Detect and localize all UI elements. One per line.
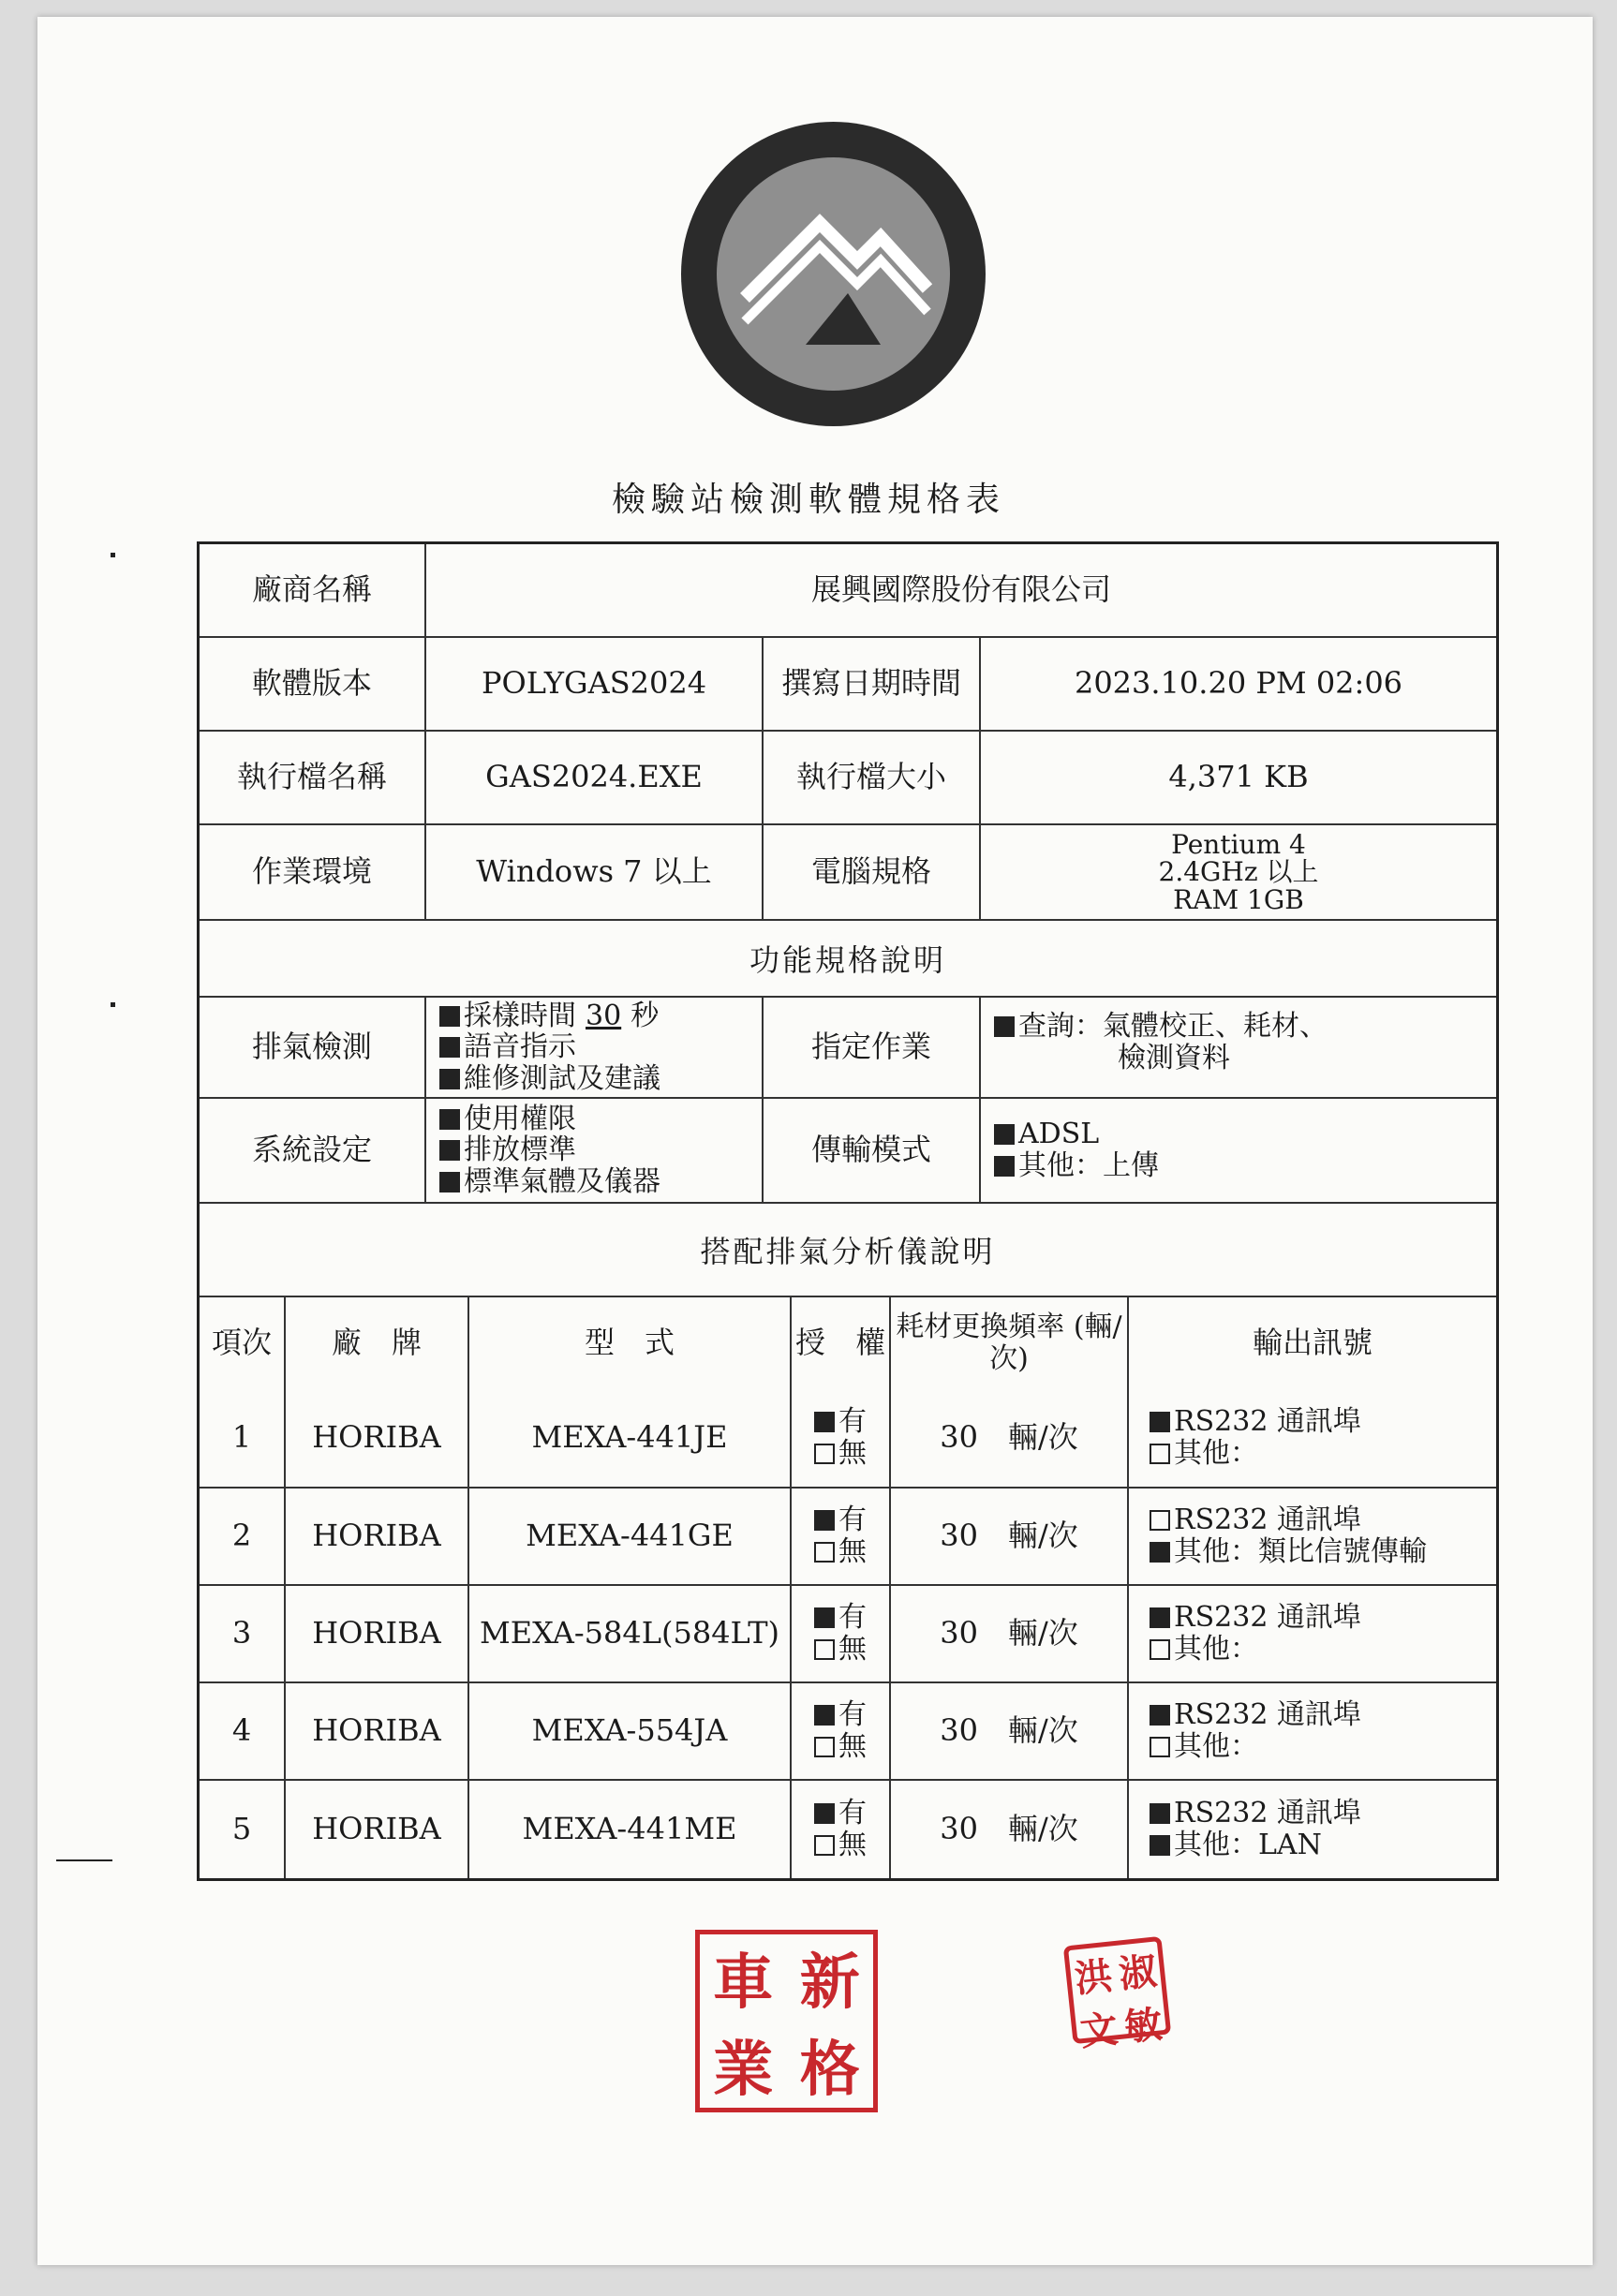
row-output: RS232 通訊埠 其他： [1127,1389,1496,1487]
row-freq: 30 輛/次 [889,1781,1127,1878]
vendor-value: 展興國際股份有限公司 [424,544,1496,636]
sample-time-value: 30 [586,999,622,1032]
transfer-label: 傳輸模式 [762,1099,979,1202]
checkbox-checked [1150,1542,1170,1563]
function-section-header [200,919,1496,996]
row-auth: 有 無 [790,1489,889,1584]
checkbox-checked [814,1510,835,1531]
checkbox-unchecked [814,1444,835,1464]
spec-table [197,541,1499,1881]
system-row [200,1097,1496,1202]
checkbox-checked [994,1156,1015,1177]
checkbox-checked [1150,1705,1170,1726]
row-model: MEXA-584L(584LT) [467,1586,790,1681]
row-output: RS232 通訊埠 其他： [1127,1586,1496,1681]
row-model: MEXA-554JA [467,1683,790,1779]
row-brand: HORIBA [284,1683,467,1779]
checkbox-unchecked [814,1835,835,1856]
col-freq-header: 耗材更換頻率 (輛/次) [889,1297,1127,1389]
assigned-label: 指定作業 [762,998,979,1097]
checkbox-checked [439,1109,460,1130]
row-model: MEXA-441JE [467,1389,790,1487]
exe-name-label: 執行檔名稱 [236,759,387,795]
checkbox-unchecked [1150,1737,1170,1757]
checkbox-checked [439,1140,460,1161]
table-row [200,1779,1496,1878]
checkbox-checked [814,1607,835,1628]
exhaust-options [424,998,762,1097]
margin-mark [56,1859,112,1861]
checkbox-checked [1150,1412,1170,1432]
checkbox-unchecked [1150,1444,1170,1464]
row-freq: 30 輛/次 [889,1683,1127,1779]
row-model: MEXA-441ME [467,1781,790,1878]
checkbox-checked [1150,1607,1170,1628]
checkbox-checked [814,1412,835,1432]
transfer-options: ADSL 其他：上傳 [979,1099,1496,1202]
exe-name-value: GAS2024.EXE [424,732,762,823]
version-row [200,636,1496,730]
checkbox-unchecked [814,1639,835,1660]
col-output-header: 輸出訊號 [1127,1297,1496,1389]
row-no: 3 [231,1615,252,1652]
row-output: RS232 通訊埠 其他：LAN [1127,1781,1496,1878]
checkbox-checked [814,1705,835,1726]
os-label: 作業環境 [251,853,372,890]
row-freq: 30 輛/次 [889,1586,1127,1681]
checkbox-checked [994,1016,1015,1037]
col-auth-header: 授 權 [790,1297,889,1389]
col-no-header: 項次 [211,1325,272,1361]
row-brand: HORIBA [284,1586,467,1681]
checkbox-unchecked [1150,1639,1170,1660]
page-title: 檢驗站檢測軟體規格表 [611,481,1005,519]
row-brand: HORIBA [284,1489,467,1584]
checkbox-unchecked [1150,1510,1170,1531]
row-brand: HORIBA [284,1389,467,1487]
assigned-value: 查詢：氣體校正、耗材、 檢測資料 [979,998,1496,1097]
row-auth: 有 無 [790,1586,889,1681]
pc-cpu: Pentium 4 [1171,828,1306,860]
env-row [200,823,1496,919]
row-auth: 有 無 [790,1683,889,1779]
checkbox-checked [814,1803,835,1824]
checkbox-checked [994,1124,1015,1145]
exe-row [200,730,1496,823]
vendor-label: 廠商名稱 [251,571,372,608]
system-label: 系統設定 [251,1132,372,1168]
row-output: RS232 通訊埠 其他：類比信號傳輸 [1127,1489,1496,1584]
table-row [200,1681,1496,1779]
version-value: POLYGAS2024 [424,638,762,730]
row-output: RS232 通訊埠 其他： [1127,1683,1496,1779]
exe-size-label: 執行檔大小 [762,732,979,823]
row-no: 4 [231,1712,252,1749]
row-model: MEXA-441GE [467,1489,790,1584]
exhaust-row [200,996,1496,1097]
col-model-header: 型 式 [467,1297,790,1389]
row-freq: 30 輛/次 [889,1389,1127,1487]
pc-spec [979,825,1496,919]
pc-label: 電腦規格 [762,825,979,919]
repair-option: 維修測試及建議 [439,1063,660,1095]
row-no: 2 [231,1518,252,1554]
margin-mark [111,553,115,557]
pc-clock: 2.4GHz 以上 [1158,856,1319,888]
exe-size-value: 4,371 KB [979,732,1496,823]
row-auth: 有 無 [790,1781,889,1878]
checkbox-checked [439,1037,460,1058]
exhaust-label: 排氣檢測 [251,1029,372,1065]
sample-time-option: 採樣時間 30 秒 [439,1000,659,1032]
margin-mark [111,1002,115,1007]
row-auth: 有 無 [790,1389,889,1487]
os-value: Windows 7 以上 [424,825,762,919]
personal-seal: 洪 淑 文 敏 [1063,1936,1171,2044]
analyzer-section-header [200,1202,1496,1296]
checkbox-checked [1150,1803,1170,1824]
version-label: 軟體版本 [251,665,372,702]
date-value: 2023.10.20 PM 02:06 [979,638,1496,730]
table-row [200,1584,1496,1681]
table-row [200,1487,1496,1584]
analyzer-table-header [200,1296,1496,1389]
pc-ram: RAM 1GB [1173,883,1304,915]
organization-logo [681,122,986,426]
checkbox-checked [439,1006,460,1027]
vendor-row [200,544,1496,636]
col-brand-header: 廠 牌 [284,1297,467,1389]
date-label: 撰寫日期時間 [762,638,979,730]
system-options: 使用權限 排放標準 標準氣體及儀器 [424,1099,762,1202]
checkbox-unchecked [814,1737,835,1757]
mountain-icon [717,157,950,391]
checkbox-unchecked [814,1542,835,1563]
checkbox-checked [1150,1835,1170,1856]
row-freq: 30 輛/次 [889,1489,1127,1584]
function-section-title: 功能規格說明 [749,942,946,978]
checkbox-checked [439,1172,460,1192]
row-no: 1 [231,1419,252,1456]
company-seal: 車 新 業 格 [695,1930,878,2112]
analyzer-section-title: 搭配排氣分析儀說明 [700,1234,996,1269]
row-no: 5 [231,1811,252,1847]
voice-option: 語音指示 [439,1031,576,1063]
table-row [200,1389,1496,1487]
checkbox-checked [439,1069,460,1089]
row-brand: HORIBA [284,1781,467,1878]
